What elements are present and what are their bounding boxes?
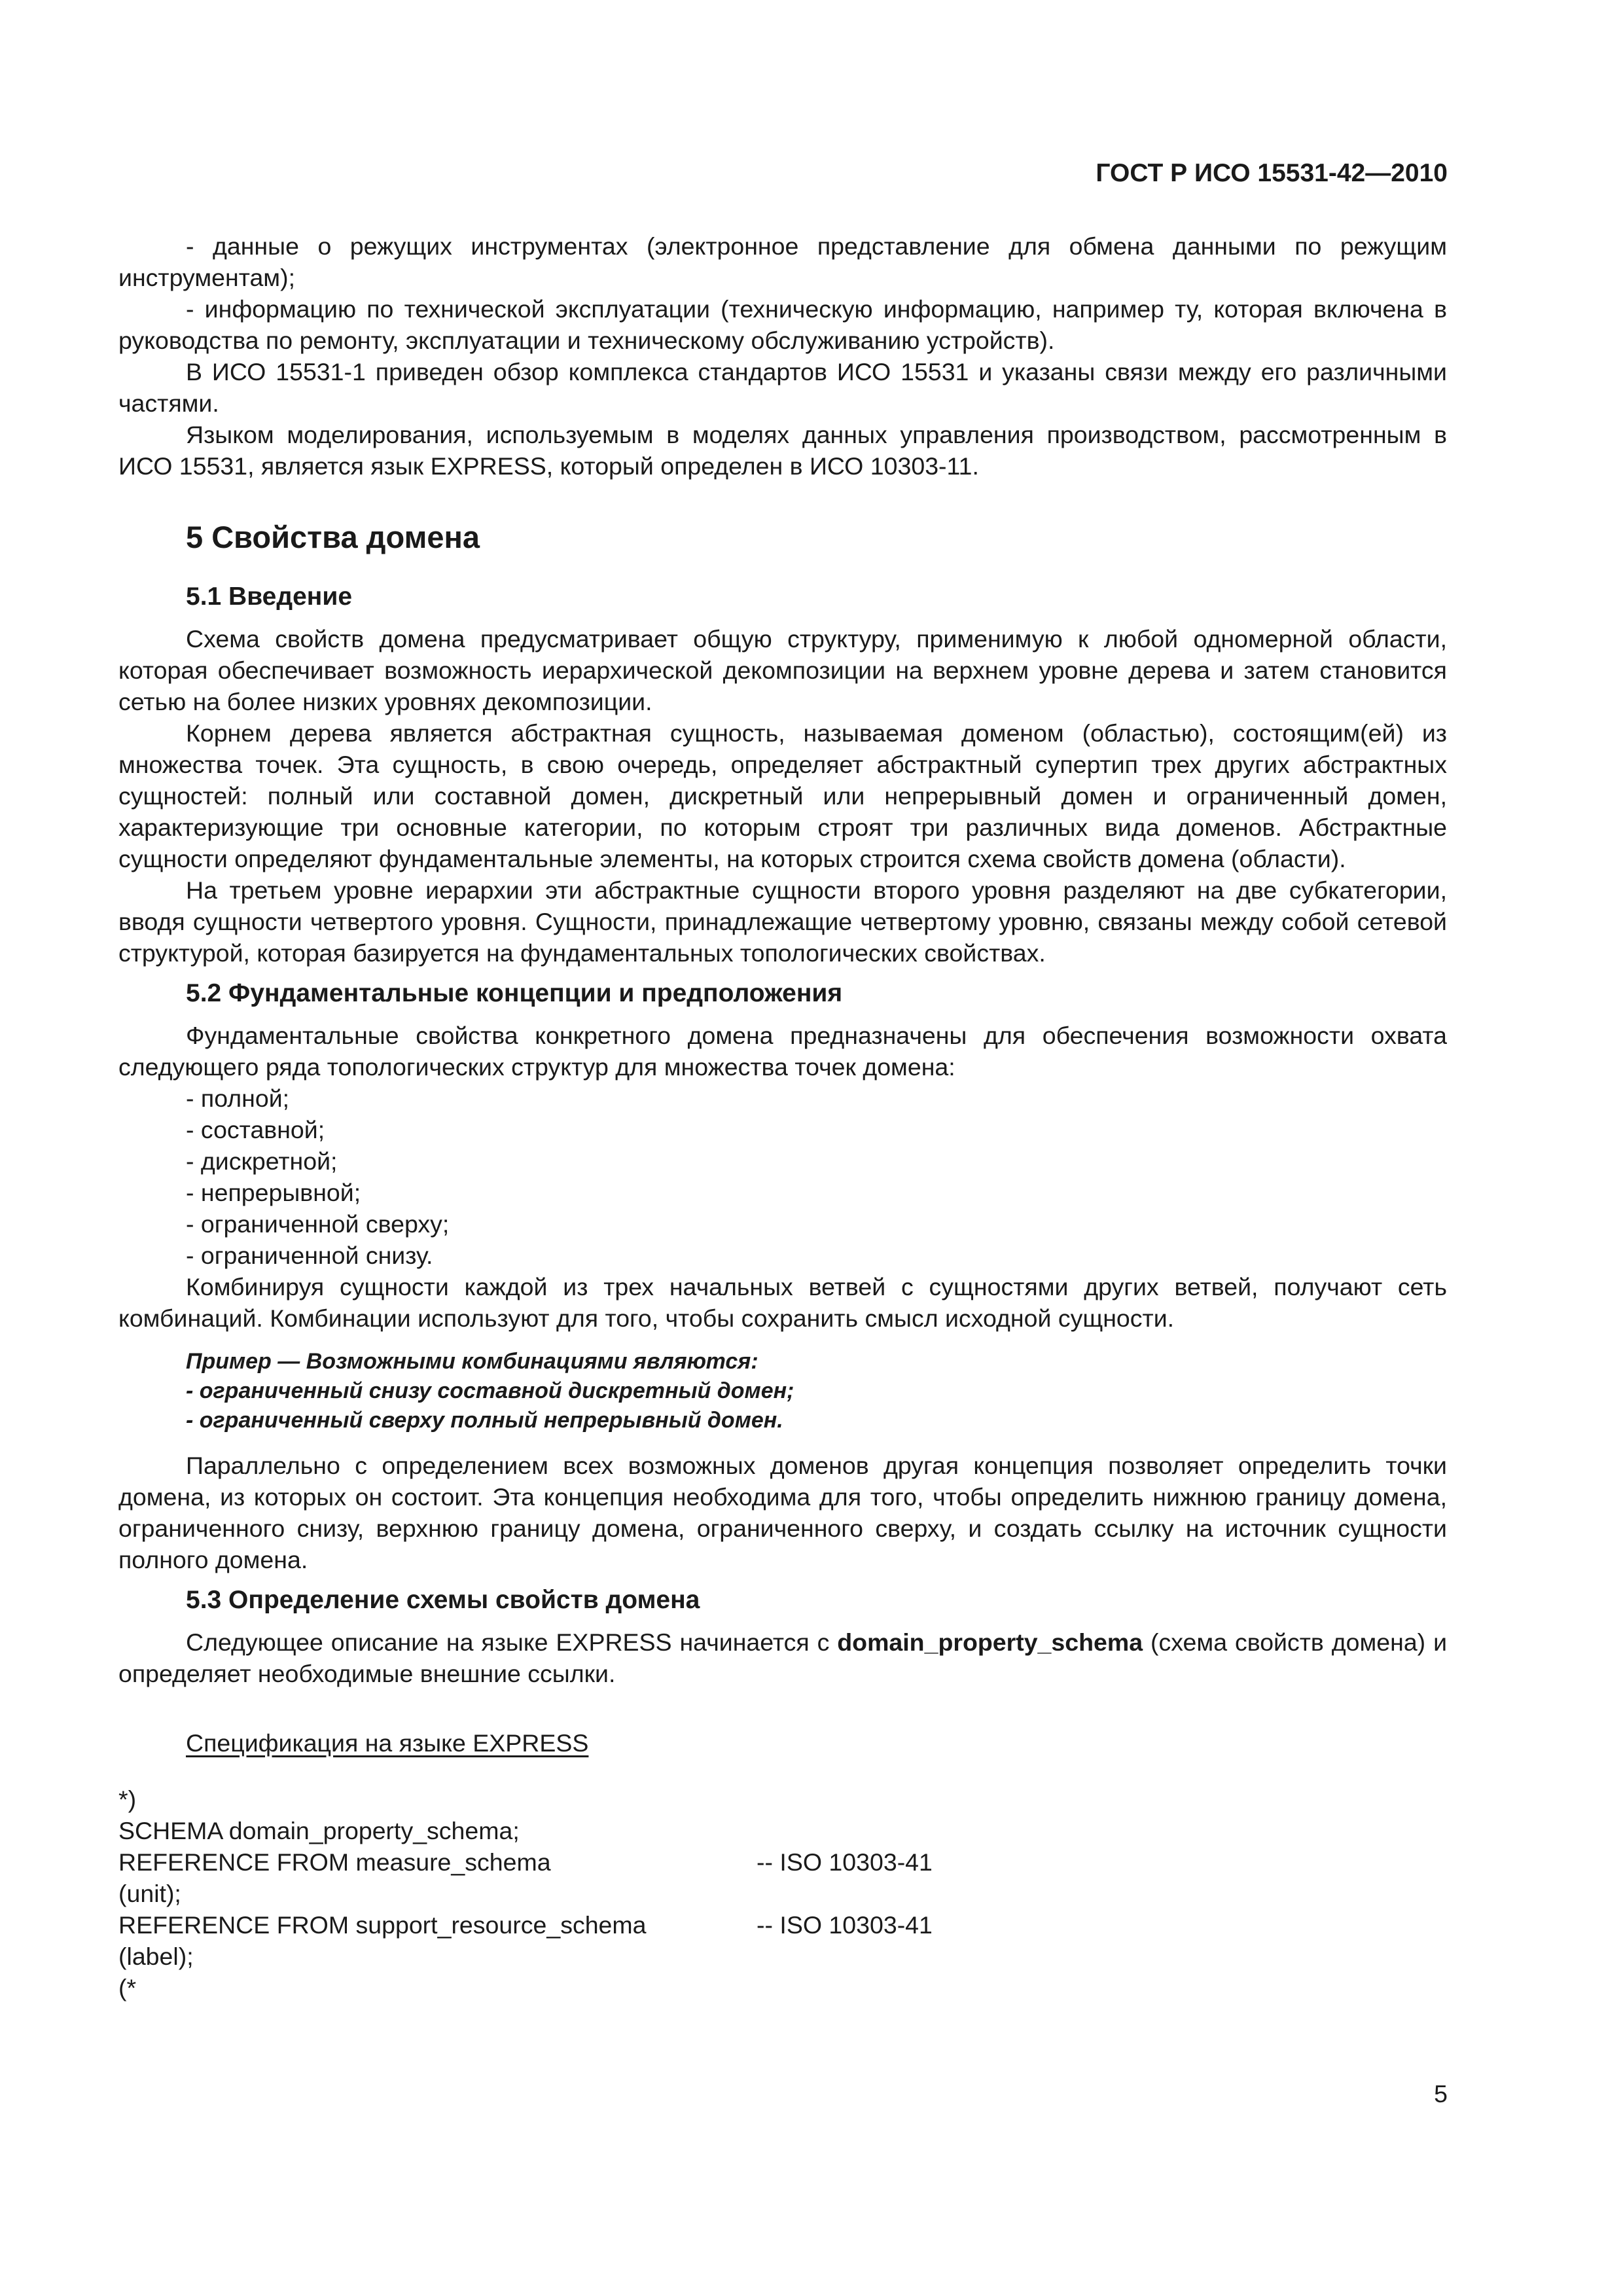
subsection-title: 5.1 Введение (186, 583, 353, 611)
list-item: - полной; (186, 1085, 290, 1112)
paragraph: Корнем дерева является абстрактная сущность, называемая доменом (областью), состоящим(ей) из множества точек. Эта сущность, в свою очередь, определяет абстрактный супертип трех других абстрактных сущностей: полный или составной домен, дискретный или непрерывный домен и ограниченный домен, характеризующие три основные категории, по которым строят три различных вида доменов. Абстрактные сущности определяют фундаментальные элементы, на которых строится схема свойств домена (области). (118, 719, 1447, 872)
paragraph: Схема свойств домена предусматривает общую структуру, применимую к любой одномерной области, которая обеспечивает возможность иерархической декомпозиции на верхнем уровне дерева и затем становится сетью на более низких уровнях декомпозиции. (118, 625, 1447, 715)
code-line: REFERENCE FROM support_resource_schema (118, 1911, 647, 1939)
text-fragment: (схема свойств домена) и определяет необходимые внешние ссылки. (118, 1628, 1448, 1687)
section-title: 5 Свойства домена (186, 520, 480, 554)
document-header: ГОСТ Р ИСО 15531-42—2010 (1096, 159, 1448, 187)
intro-item: - данные о режущих инструментах (электронное представление для обмена данными по режущим инструментам); (118, 232, 1447, 291)
topology-list (118, 1083, 1447, 1271)
list-item: - составной; (186, 1116, 325, 1143)
example-title: Пример — Возможными комбинациями являются: (186, 1349, 758, 1374)
text-fragment: Следующее описание на языке EXPRESS начинается с (186, 1628, 830, 1656)
paragraph: Параллельно с определением всех возможных доменов другая концепция позволяет определить точки домена, из которых он состоит. Эта концепция необходима для того, чтобы определить нижнюю границу домена, ограниченного снизу, верхнюю границу домена, ограниченного сверху, и создать ссылку на источник сущности полного домена. (118, 1452, 1447, 1573)
code-line: REFERENCE FROM measure_schema (118, 1848, 551, 1876)
paragraph (118, 1626, 1447, 1689)
intro-paragraph: В ИСО 15531-1 приведен обзор комплекса стандартов ИСО 15531 и указаны связи между его различными частями. (118, 358, 1447, 417)
subsection-title: 5.3 Определение схемы свойств домена (186, 1586, 700, 1614)
paragraph: Комбинируя сущности каждой из трех начальных ветвей с сущностями других ветвей, получают сеть комбинаций. Комбинации используют для того, чтобы сохранить смысл исходной сущности. (118, 1273, 1447, 1332)
code-line: (label); (118, 1943, 194, 1970)
schema-name: domain_property_schema (837, 1628, 1143, 1656)
list-item: - ограниченной сверху; (186, 1210, 450, 1238)
code-line: *) (118, 1785, 137, 1813)
express-code (118, 1784, 1447, 2003)
code-line: SCHEMA domain_property_schema; (118, 1817, 520, 1844)
spec-label: Спецификация на языке EXPRESS (186, 1729, 589, 1757)
example-block (118, 1347, 1447, 1435)
paragraph: Фундаментальные свойства конкретного домена предназначены для обеспечения возможности охвата следующего ряда топологических структур для множества точек домена: (118, 1022, 1447, 1081)
code-line: (unit); (118, 1880, 181, 1907)
page-content (118, 230, 1447, 2003)
code-comment: -- ISO 10303-41 (757, 1911, 933, 1939)
page-number: 5 (1434, 2080, 1448, 2108)
list-item: - непрерывной; (186, 1179, 361, 1206)
example-item: - ограниченный снизу составной дискретный домен; (186, 1378, 794, 1403)
code-row (118, 1846, 1447, 1878)
paragraph: На третьем уровне иерархии эти абстрактные сущности второго уровня разделяют на две субкатегории, вводя сущности четвертого уровня. Сущности, принадлежащие четвертому уровню, связаны между собой сетевой структурой, которая базируется на фундаментальных топологических свойствах. (118, 876, 1447, 967)
intro-paragraph: Языком моделирования, используемым в моделях данных управления производством, рассмотренным в ИСО 15531, является язык EXPRESS, который определен в ИСО 10303-11. (118, 421, 1447, 480)
code-comment: -- ISO 10303-41 (757, 1848, 933, 1876)
code-row (118, 1909, 1447, 1941)
list-item: - ограниченной снизу. (186, 1242, 433, 1269)
list-item: - дискретной; (186, 1147, 338, 1175)
example-item: - ограниченный сверху полный непрерывный домен. (186, 1408, 783, 1433)
intro-item: - информацию по технической эксплуатации (техническую информацию, например ту, которая включена в руководства по ремонту, эксплуатации и техническому обслуживанию устройств). (118, 295, 1447, 354)
code-line: (* (118, 1974, 137, 2001)
subsection-title: 5.2 Фундаментальные концепции и предположения (186, 979, 843, 1007)
